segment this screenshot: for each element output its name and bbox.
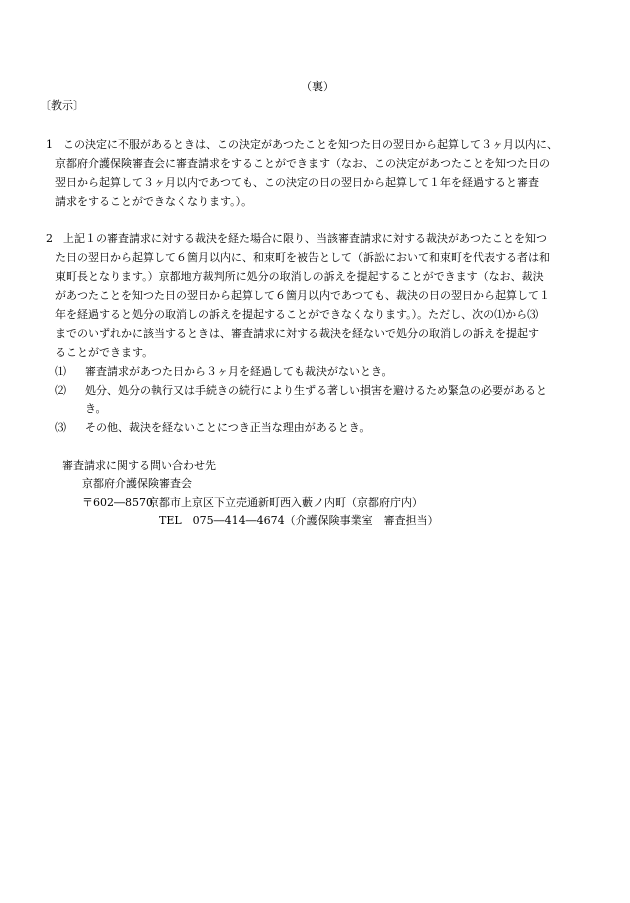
item-3-line-1: その他、裁決を経ないことにつき正当な理由があるとき。 <box>85 421 371 434</box>
section-2-line-7: ることができます。 <box>55 346 154 359</box>
section-2-line-2: た日の翌日から起算して６箇月以内に、和束町を被告として（訴訟において和束町を代表する者は和 <box>55 251 550 264</box>
section-2-line-1: 上記１の審査請求に対する裁決を経た場合に限り、当該審査請求に対する裁決があつたことを知つ <box>63 232 547 245</box>
item-3-number: ⑶ <box>55 421 66 434</box>
contact-label: 審査請求に関する問い合わせ先 <box>62 459 216 472</box>
item-2-number: ⑵ <box>55 384 66 397</box>
item-1-number: ⑴ <box>55 365 66 378</box>
contact-address: 京都市上京区下立売通新町西入藪ノ内町（京都府庁内） <box>148 496 423 509</box>
section-1-line-2: 京都府介護保険審査会に審査請求をすることができます（なお、この決定があつたことを知つた日の <box>55 157 550 170</box>
section-1-line-1: この決定に不服があるときは、この決定があつたことを知つた日の翌日から起算して３ヶ月以内に、 <box>63 138 558 151</box>
item-2-line-1: 処分、処分の執行又は手続きの続行により生ずる著しい損害を避けるため緊急の必要があると <box>85 384 547 397</box>
contact-postal-code: 〒602―8570 <box>82 496 153 509</box>
page-title: （裏） <box>301 80 334 93</box>
section-2-number: 2 <box>46 232 53 245</box>
section-1-number: 1 <box>46 138 53 151</box>
contact-organization: 京都府介護保険審査会 <box>82 477 192 490</box>
section-2-line-3: 東町長となります。）京都地方裁判所に処分の取消しの訴えを提起することができます（なお、裁決 <box>55 270 544 283</box>
section-1-line-4: 請求をすることができなくなります。）。 <box>55 195 253 208</box>
section-1-line-3: 翌日から起算して３ヶ月以内であつても、この決定の日の翌日から起算して１年を経過すると審査 <box>55 176 539 189</box>
section-heading: 〔教示〕 <box>40 99 84 112</box>
item-2-line-2: き。 <box>85 402 107 415</box>
item-1-line-1: 審査請求があつた日から３ヶ月を経過しても裁決がないとき。 <box>85 365 393 378</box>
section-2-line-4: があつたことを知つた日の翌日から起算して６箇月以内であつても、裁決の日の翌日から起算して１ <box>55 289 550 302</box>
section-2-line-6: までのいずれかに該当するときは、審査請求に対する裁決を経ないで処分の取消しの訴えを提起す <box>55 327 539 340</box>
section-2-line-5: 年を経過すると処分の取消しの訴えを提起することができなくなります。）。ただし、次の⑴から⑶ <box>55 308 539 321</box>
contact-telephone: TEL 075―414―4674（介護保険事業室 審査担当） <box>159 514 439 527</box>
